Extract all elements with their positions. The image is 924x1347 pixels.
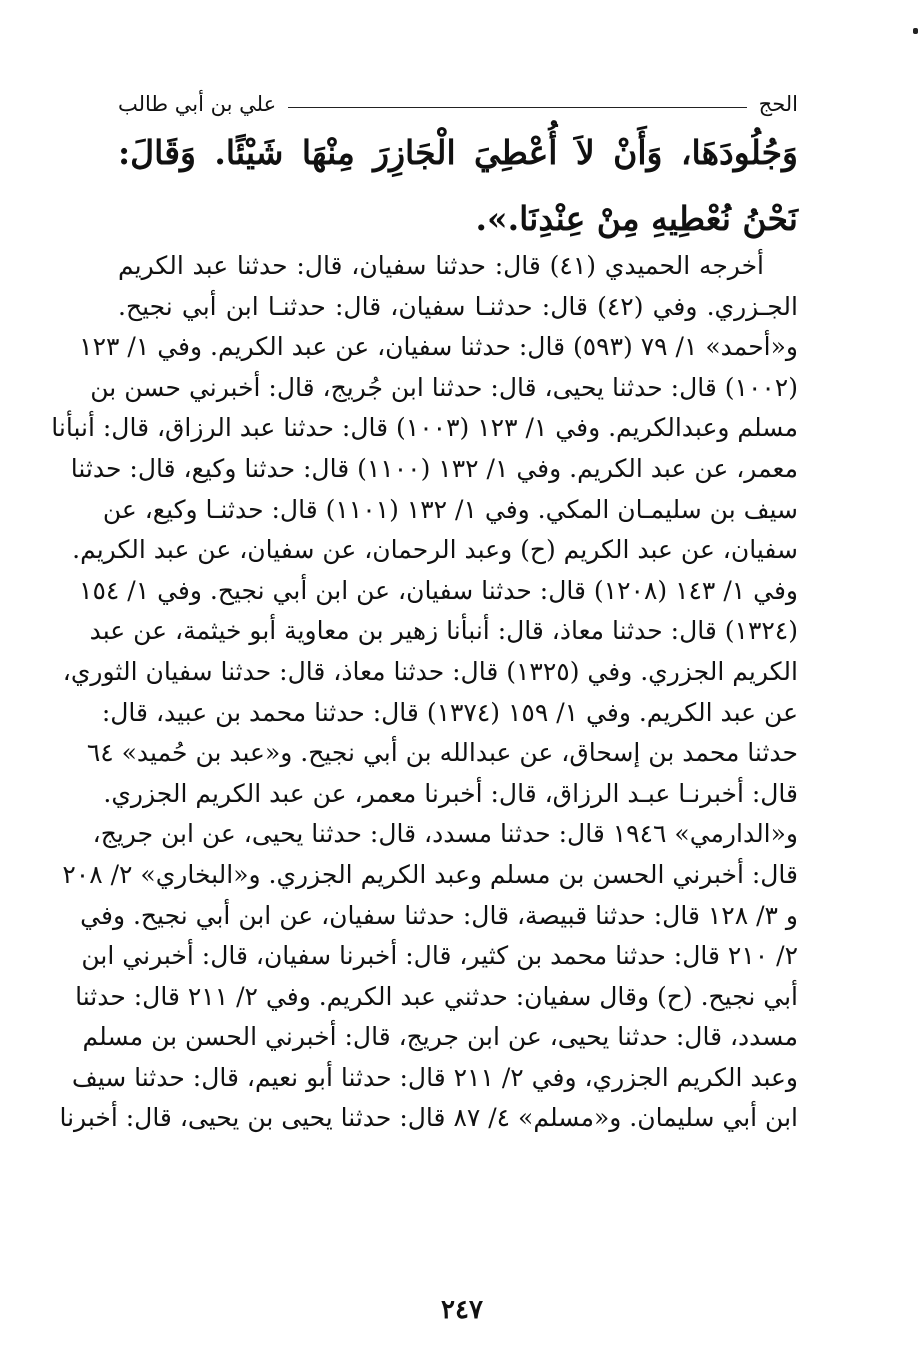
text-line: سيف بن سليمـان المكي. وفي ١/ ١٣٢ (١١٠١) قال: حدثنـا وكيع، عن xyxy=(102,494,798,524)
text-line: ابن أبي سليمان. و«مسلم» ٤/ ٨٧ قال: حدثنا يحيى بن يحيى، قال: أخبرنا xyxy=(59,1103,798,1133)
text-line: و ٣/ ١٢٨ قال: حدثنا قبيصة، قال: حدثنا سفيان، عن ابن أبي نجيح. وفي xyxy=(80,900,798,930)
text-line: (١٠٠٢) قال: حدثنا يحيى، قال: حدثنا ابن جُريج، قال: أخبرني حسن بن xyxy=(90,372,798,402)
running-header xyxy=(118,84,798,124)
text-line: أبي نجيح. (ح) وقال سفيان: حدثني عبد الكريم. وفي ٢/ ٢١١ قال: حدثنا xyxy=(75,981,798,1011)
text-line: حدثنا محمد بن إسحاق، عن عبدالله بن أبي نجيح. و«عبد بن حُميد» ٦٤ xyxy=(86,738,798,768)
hadith-text: وَجُلُودَهَا، وَأَنْ لاَ أُعْطِيَ الْجَازِرَ مِنْهَا شَيْئًا. وَقَالَ: نَحْنُ نُعْطِيهِ مِنْ عِنْدِنَا.». xyxy=(118,133,798,238)
text-line: وفي ١/ ١٤٣ (١٢٠٨) قال: حدثنا سفيان، عن ابن أبي نجيح. وفي ١/ ١٥٤ xyxy=(79,575,798,605)
text-line: مسلم وعبدالكريم. وفي ١/ ١٢٣ (١٠٠٣) قال: حدثنا عبد الرزاق، قال: أنبأنا xyxy=(51,413,798,443)
text-line: و«الدارمي» ١٩٤٦ قال: حدثنا مسدد، قال: حدثنا يحيى، عن ابن جريج، xyxy=(92,819,798,849)
text-line: قال: أخبرنـا عبـد الرزاق، قال: أخبرنا معمر، عن عبد الكريم الجزري. xyxy=(103,778,798,808)
text-line: الجـزري. وفي (٤٢) قال: حدثنـا سفيان، قال: حدثنـا ابن أبي نجيح. xyxy=(118,291,798,321)
text-line: أخرجه الحميدي (٤١) قال: حدثنا سفيان، قال: حدثنا عبد الكريم xyxy=(118,251,765,280)
text-line: عن عبد الكريم. وفي ١/ ١٥٩ (١٣٧٤) قال: حدثنا محمد بن عبيد، قال: xyxy=(101,697,798,727)
text-line: وعبد الكريم الجزري، وفي ٢/ ٢١١ قال: حدثنا أبو نعيم، قال: حدثنا سيف xyxy=(71,1062,798,1092)
page-number: ٢٤٧ xyxy=(441,1295,483,1325)
text-line: و«أحمد» ١/ ٧٩ (٥٩٣) قال: حدثنا سفيان، عن عبد الكريم. وفي ١/ ١٢٣ xyxy=(79,332,798,362)
text-line: قال: أخبرني الحسن بن مسلم وعبد الكريم الجزري. و«البخاري» ٢/ ٢٠٨ xyxy=(62,859,798,889)
text-line: سفيان، عن عبد الكريم (ح) وعبد الرحمان، عن سفيان، عن عبد الكريم. xyxy=(72,535,798,565)
takhrij-paragraph xyxy=(51,246,798,1139)
header-rule xyxy=(288,107,746,108)
text-line: ٢/ ٢١٠ قال: حدثنا محمد بن كثير، قال: أخبرنا سفيان، قال: أخبرني ابن xyxy=(81,941,798,971)
text-line: الكريم الجزري. وفي (١٣٢٥) قال: حدثنا معاذ، قال: حدثنا سفيان الثوري، xyxy=(62,656,798,686)
header-chapter: الحج xyxy=(758,92,798,116)
text-line: مسدد، قال: حدثنا يحيى، عن ابن جريج، قال: أخبرني الحسن بن مسلم xyxy=(82,1022,798,1052)
text-line: معمر، عن عبد الكريم. وفي ١/ ١٣٢ (١١٠٠) قال: حدثنا وكيع، قال: حدثنا xyxy=(70,453,798,483)
scan-speck xyxy=(913,28,918,34)
header-book-title: علي بن أبي طالب xyxy=(118,92,277,116)
text-line: (١٣٢٤) قال: حدثنا معاذ، قال: أنبأنا زهير بن معاوية أبو خيثمة، عن عبد xyxy=(89,616,798,646)
